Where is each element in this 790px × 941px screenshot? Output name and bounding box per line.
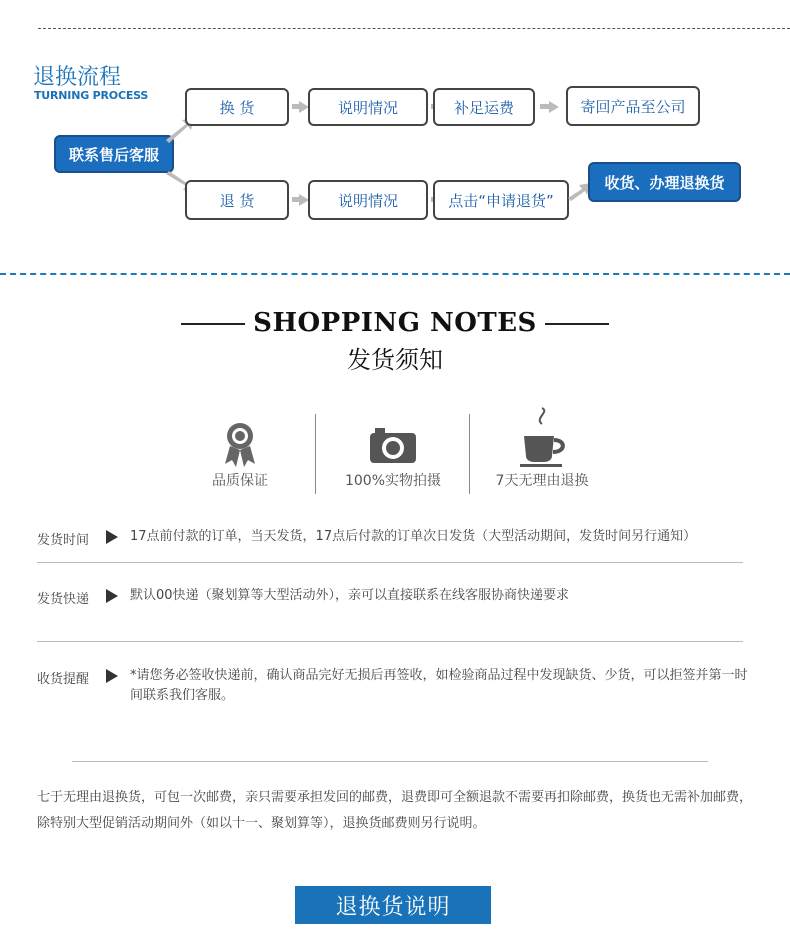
top-dashed-divider (38, 28, 790, 29)
return-policy-paragraph: 七于无理由退换货，可包一次邮费，亲只需要承担发回的邮费，退费即可全额退款不需要再扣除邮费，换货也无需补加邮费，除特别大型促销活动期间外（如以十一、聚划算等），退换货邮费则另行说明。 (37, 790, 753, 831)
step-exchange: 换 货 (185, 88, 289, 126)
process-subtitle: TURNING PROCESS (34, 89, 149, 102)
play-triangle-icon (106, 589, 118, 603)
coffee-cup-icon (520, 406, 568, 468)
step-send-back: 寄回产品至公司 (566, 86, 700, 126)
step-pay-shipping: 补足运费 (433, 88, 535, 126)
play-triangle-icon (106, 530, 118, 544)
feature-label: 7天无理由退换 (495, 473, 589, 489)
step-receive-process: 收货、办理退换货 (588, 162, 741, 202)
step-explain-return: 说明情况 (308, 180, 428, 220)
row-value-ship-time: 17点前付款的订单，当天发货，17点后付款的订单次日发货（大型活动期间，发货时间另行通知） (130, 529, 697, 544)
feature-label: 100%实物拍摄 (344, 473, 442, 489)
row-key-ship-time: 发货时间 (37, 533, 90, 548)
right-arrow-icon (549, 101, 559, 113)
heading-rule-left (181, 323, 245, 325)
notes-heading (0, 308, 790, 338)
notes-title-en: SHOPPING NOTES (253, 308, 537, 338)
row-value-courier: 默认00快递（聚划算等大型活动外），亲可以直接联系在线客服协商快递要求 (130, 588, 570, 603)
row-key-courier: 发货快递 (37, 592, 90, 607)
feature-separator (469, 414, 470, 494)
process-title: 退换流程 (33, 65, 122, 90)
contact-service-box: 联系售后客服 (54, 135, 174, 173)
feature-label: 品质保证 (212, 473, 268, 489)
return-exchange-info-button[interactable]: 退换货说明 (295, 886, 491, 924)
section-divider (72, 761, 708, 762)
row-key-receipt: 收货提醒 (37, 672, 90, 687)
step-return: 退 货 (185, 180, 289, 220)
row-divider (37, 562, 743, 563)
notes-title-cn: 发货须知 (347, 346, 443, 374)
ribbon-badge-icon (222, 422, 258, 468)
feature-separator (315, 414, 316, 494)
row-divider (37, 641, 743, 642)
step-explain: 说明情况 (308, 88, 428, 126)
heading-rule-right (545, 323, 609, 325)
play-triangle-icon (106, 669, 118, 683)
row-value-receipt: *请您务必签收快递前，确认商品完好无损后再签收，如检验商品过程中发现缺货、少货，可以拒签并第一时间联系我们客服。 (130, 668, 748, 703)
step-apply-return: 点击“申请退货” (433, 180, 569, 220)
camera-icon (369, 426, 417, 464)
section-dashed-divider (0, 273, 790, 275)
